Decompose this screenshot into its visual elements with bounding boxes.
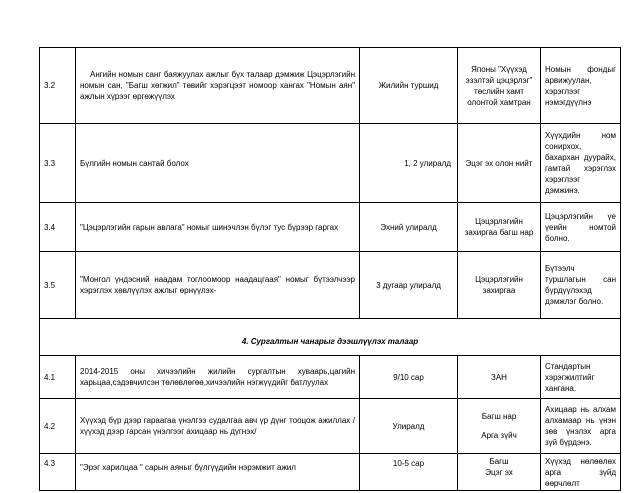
activity-description: "Монгол үндэсний наадам тоглоомоор наадацгаая" номыг бүтээлчээр хэрэглэх хөвлүүлэх ажлыг өрнүүлэх-	[76, 252, 360, 319]
expected-result: Хүүхдийн ном сонирхох, бахархан дуурайх, гамтай хэрэглэх хэрэглээг дэмжинэ.	[541, 124, 621, 203]
time-frame: 9/10 сар	[360, 356, 458, 399]
expected-result: Цэцэрлэгийн үе үеийн номтой болно.	[541, 203, 621, 252]
row-number: 3.2	[40, 48, 76, 124]
activity-description: Хүүхэд бүр дээр гараагаа үнэлгээ судалгаа авч үр дүнг тооцож ажиллах / хүүхэд дээр гарсан үнэлгээг ахицаар нь дүгнэх/	[76, 399, 360, 454]
responsible-party: Цэцэрлэгийн захиргаа	[458, 252, 541, 319]
responsible-party: ЗАН	[458, 356, 541, 399]
activity-description: "Эрэг харилцаа " сарын аяныг бүлгүүдийн нэрэмжит ажил	[76, 454, 360, 491]
expected-result: Стандартын хэрэгжилтийг хангана.	[541, 356, 621, 399]
expected-result: Ахицаар нь алхам алхамаар нь үнэн зөв үнэлэх арга зүй бүрдэнэ.	[541, 399, 621, 454]
responsible-line: Багш нар	[481, 412, 517, 421]
section-heading: 4. Сургалтын чанарыг дээшлүүлэх талаар	[40, 319, 621, 356]
activity-description: "Цэцэрлэгийн гарын авлага" номыг шинэчлэн бүлэг тус бүрээр гаргах	[76, 203, 360, 252]
row-number: 4.2	[40, 399, 76, 454]
activity-description: 2014-2015 оны хичээлийн жилийн сургалтын хуваарь,цагийн харьцаа,сэдэвчилсэн төлөвлөгөө,хичээлийн нэгжүүдийг батлуулах	[76, 356, 360, 399]
time-frame: 10-5 сар	[360, 454, 458, 491]
table-row	[40, 454, 621, 491]
row-number: 4.1	[40, 356, 76, 399]
row-number: 4.3	[40, 454, 76, 491]
responsible-party: Цэцэрлэгийн захиргаа багш нар	[458, 203, 541, 252]
expected-result: Хүүхэд нөлөөлөх арга зүйд өөрчлөлт	[541, 454, 621, 491]
responsible-party: Эцэг эх олон нийт	[458, 124, 541, 203]
responsible-party	[458, 399, 541, 454]
section-heading-row	[40, 319, 621, 356]
table-row	[40, 356, 621, 399]
responsible-line: Арга зүйч	[481, 431, 517, 440]
time-frame: Улиралд	[360, 399, 458, 454]
table-row	[40, 252, 621, 319]
time-frame: 1, 2 улиралд	[360, 124, 458, 203]
row-number: 3.4	[40, 203, 76, 252]
time-frame: 3 дугаар улиралд	[360, 252, 458, 319]
activity-description: Ангийн номын санг баяжуулах ажлыг бүх талаар дэмжиж Цэцэрлэгийн номын сан, "Багш хөгжил" төвийг хэрэгцээт номоор хангах "Номын аян" ажлын хүрээг өргөжүүлэх	[76, 48, 360, 124]
plan-table	[39, 47, 621, 491]
row-number: 3.5	[40, 252, 76, 319]
table-row	[40, 48, 621, 124]
time-frame: Эхний улиралд	[360, 203, 458, 252]
table-row	[40, 124, 621, 203]
expected-result: Бүтээлч туршлагын сан бүрдүүлэхэд дэмжлэг болно.	[541, 252, 621, 319]
responsible-line: Эцэг эх	[485, 468, 513, 477]
activity-description: Бүлгийн номын сантай болох	[76, 124, 360, 203]
responsible-party: Японы "Хүүхэд эзэлтэй цэцэрлэг" төслийн хамт олонтой хамтран	[458, 48, 541, 124]
table-row	[40, 203, 621, 252]
expected-result: Номын фондыг арвижуулан, хэрэглээг нэмэгдүүлнэ	[541, 48, 621, 124]
responsible-line: Багш	[489, 457, 509, 466]
row-number: 3.3	[40, 124, 76, 203]
time-frame: Жилийн туршид	[360, 48, 458, 124]
table-row	[40, 399, 621, 454]
responsible-party	[458, 454, 541, 491]
